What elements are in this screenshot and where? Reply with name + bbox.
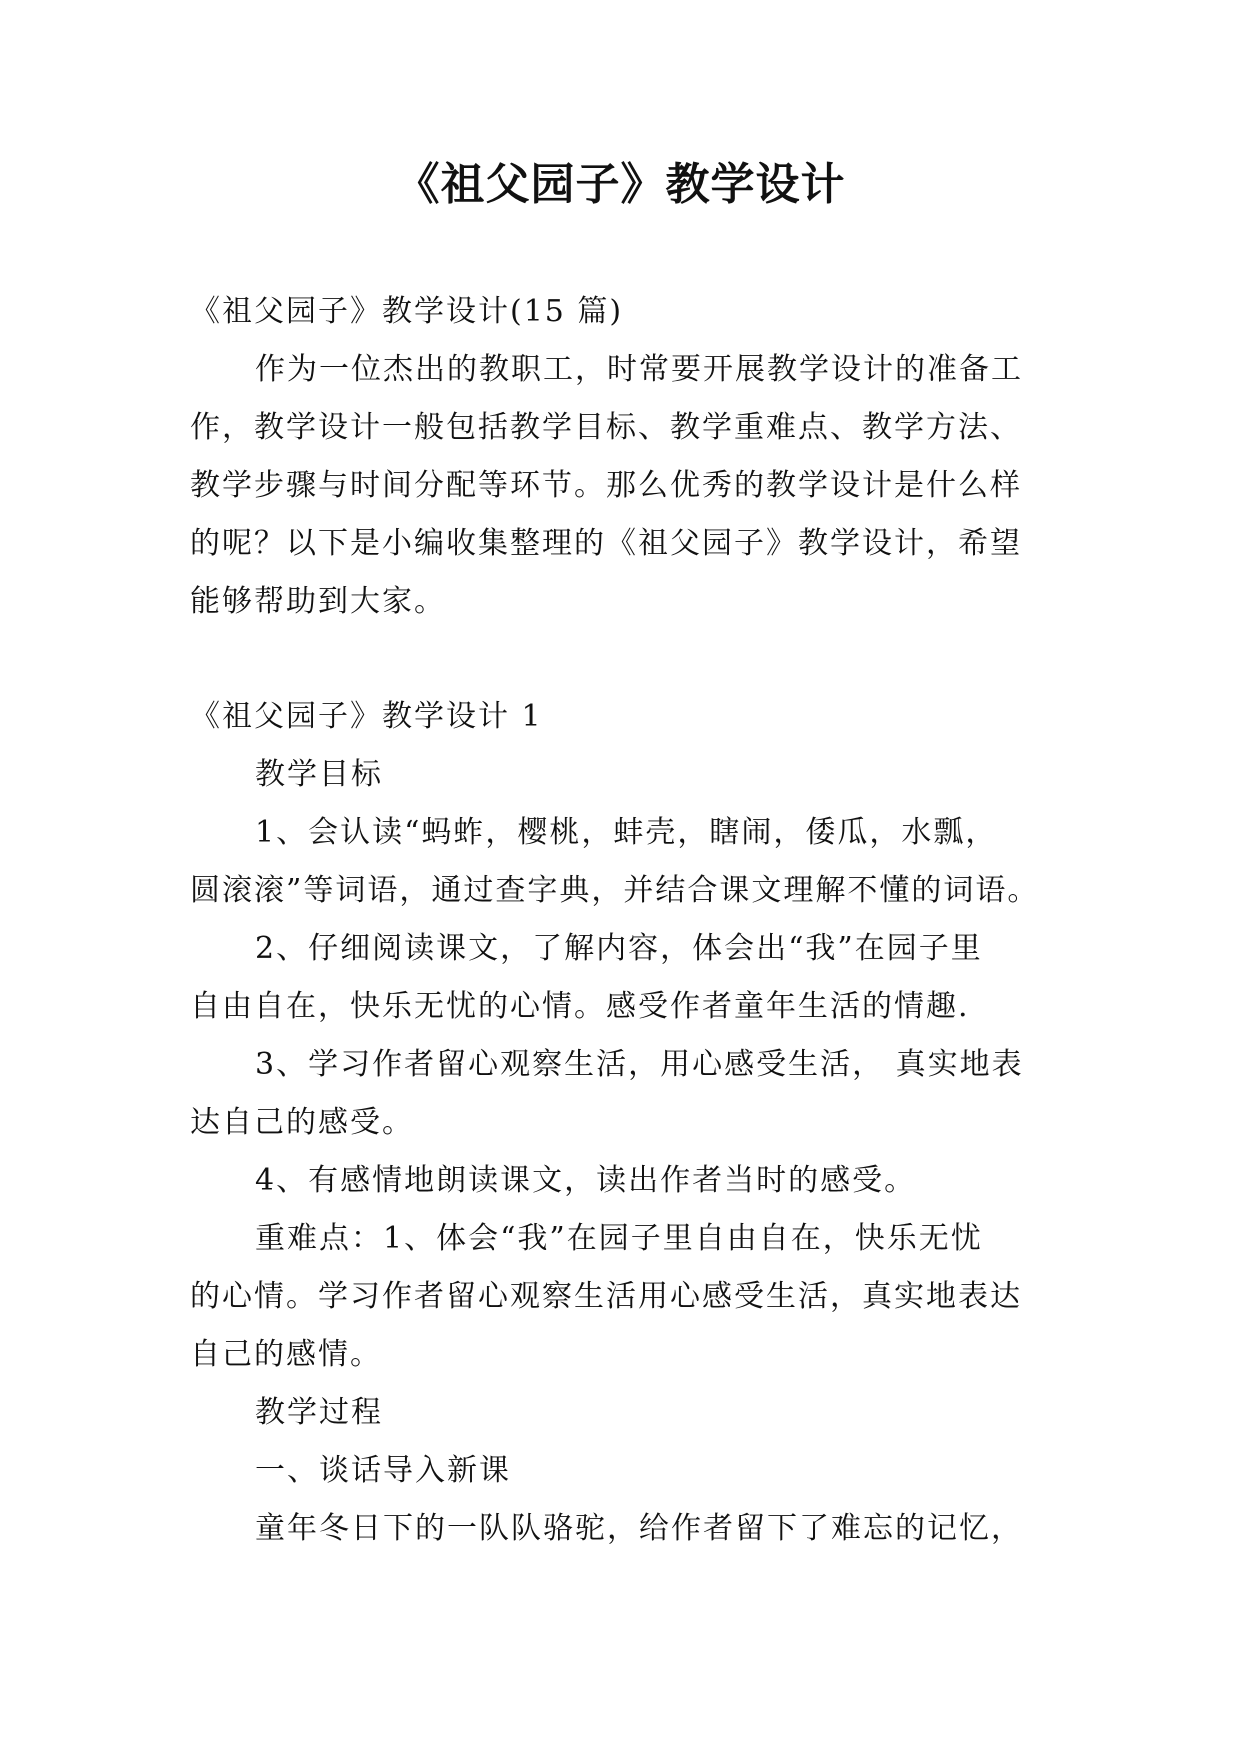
- subheading: 一、谈话导入新课: [255, 1453, 511, 1488]
- section-heading: 《祖父园子》教学设计 1: [190, 699, 543, 734]
- paragraph-line: 3、学习作者留心观察生活，用心感受生活， 真实地表: [255, 1047, 1024, 1082]
- subtitle-line: 《祖父园子》教学设计(15 篇): [190, 294, 624, 329]
- paragraph-line: 达自己的感受。: [190, 1105, 414, 1140]
- intro-paragraph-line: 作为一位杰出的教职工，时常要开展教学设计的准备工: [255, 352, 1023, 387]
- paragraph-line: 4、有感情地朗读课文，读出作者当时的感受。: [255, 1163, 917, 1198]
- paragraph-line: 重难点：1、体会“我”在园子里自由自在，快乐无忧: [255, 1221, 983, 1256]
- paragraph-line: 2、仔细阅读课文，了解内容，体会出“我”在园子里: [255, 931, 983, 966]
- document-title: 《祖父园子》教学设计: [395, 159, 846, 210]
- subheading: 教学目标: [255, 757, 383, 792]
- paragraph-line: 圆滚滚”等词语，通过查字典，并结合课文理解不懂的词语。: [190, 873, 1040, 908]
- intro-paragraph-line: 作，教学设计一般包括教学目标、教学重难点、教学方法、: [190, 410, 1022, 445]
- paragraph-line: 1、会认读“蚂蚱，樱桃，蚌壳，瞎闹，倭瓜，水瓢，: [255, 815, 998, 850]
- intro-paragraph-line: 教学步骤与时间分配等环节。那么优秀的教学设计是什么样: [190, 468, 1022, 503]
- paragraph-line: 自由自在，快乐无忧的心情。感受作者童年生活的情趣.: [190, 989, 970, 1024]
- paragraph-line: 的心情。学习作者留心观察生活用心感受生活，真实地表达: [190, 1279, 1022, 1314]
- intro-paragraph-line: 能够帮助到大家。: [190, 584, 446, 619]
- intro-paragraph-line: 的呢？以下是小编收集整理的《祖父园子》教学设计，希望: [190, 526, 1022, 561]
- paragraph-line: 自己的感情。: [190, 1337, 382, 1372]
- paragraph-line: 童年冬日下的一队队骆驼，给作者留下了难忘的记忆，: [255, 1511, 1023, 1546]
- subheading: 教学过程: [255, 1395, 383, 1430]
